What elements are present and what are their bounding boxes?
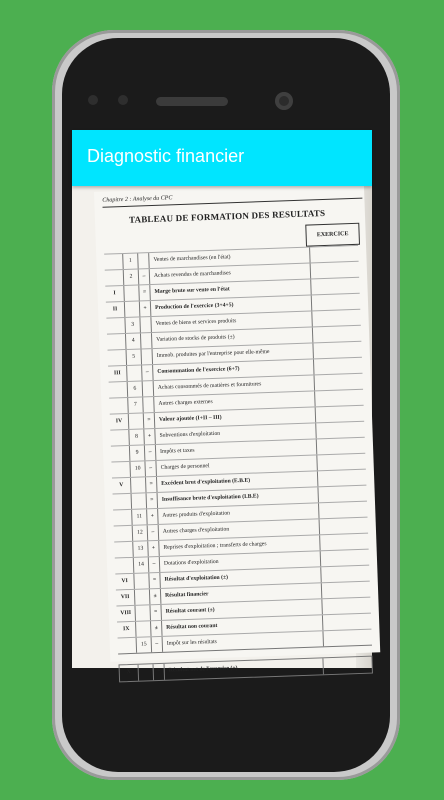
- row-code: [108, 350, 128, 366]
- row-code: [109, 382, 129, 398]
- row-number: 5: [127, 349, 143, 365]
- row-number: [134, 573, 150, 589]
- row-value-cell: [319, 502, 367, 519]
- row-value-cell: [315, 390, 363, 407]
- row-label: Variation de stocks de produits (±): [152, 327, 313, 348]
- row-value-cell: [313, 326, 361, 343]
- row-number: 3: [125, 317, 141, 333]
- row-code: VIII: [116, 606, 136, 622]
- row-number: [139, 664, 155, 681]
- row-label: Résultat net de l'exercice (±): [165, 658, 324, 680]
- row-label: Impôt sur les résultats: [163, 631, 324, 652]
- row-label: Excédent brut d'exploitation (E.B.E): [157, 471, 318, 492]
- row-sign: =: [144, 413, 156, 428]
- row-value-cell: [322, 582, 370, 599]
- row-label: Autres charges externes: [154, 391, 315, 412]
- row-label: Résultat courant (±): [161, 599, 322, 620]
- row-label: Autres produits d'exploitation: [158, 503, 319, 524]
- row-sign: =: [154, 664, 166, 680]
- row-value-cell: [312, 294, 360, 311]
- results-table: [104, 245, 373, 683]
- row-number: 8: [129, 429, 145, 445]
- row-code: I: [105, 286, 125, 302]
- row-sign: =: [147, 493, 159, 508]
- row-value-cell: [318, 486, 366, 503]
- row-label: Ventes de marchandises (en l'état): [149, 247, 310, 268]
- row-number: 9: [130, 445, 146, 461]
- row-value-cell: [321, 550, 369, 567]
- row-sign: =: [149, 573, 161, 588]
- row-value-cell: [311, 278, 359, 295]
- row-sign: –: [142, 365, 154, 380]
- row-sign: [143, 397, 155, 412]
- row-sign: [142, 349, 154, 364]
- row-number: [135, 589, 151, 605]
- row-code: [110, 430, 130, 446]
- row-sign: +: [147, 509, 159, 524]
- row-number: 11: [132, 509, 148, 525]
- row-sign: [138, 253, 150, 268]
- row-value-cell: [320, 534, 368, 551]
- row-sign: =: [139, 285, 151, 300]
- row-value-cell: [313, 342, 361, 359]
- row-sign: –: [139, 269, 151, 284]
- row-sign: +: [140, 301, 152, 316]
- front-camera-icon: [275, 92, 293, 110]
- row-number: [124, 285, 140, 301]
- row-sign: –: [145, 445, 157, 460]
- row-label: Résultat non courant: [162, 615, 323, 636]
- row-label: Résultat d'exploitation (±): [160, 567, 321, 588]
- row-number: [129, 413, 145, 429]
- row-code: [118, 638, 138, 654]
- row-label: Marge brute sur vente en l'état: [150, 279, 311, 300]
- row-label: Immob. produites par l'entreprise pour elle-même: [153, 343, 314, 364]
- row-value-cell: [321, 566, 369, 583]
- row-sign: –: [148, 525, 160, 540]
- table-title: TABLEAU DE FORMATION DES RESULTATS: [128, 207, 326, 225]
- row-code: [115, 558, 135, 574]
- app-screen: [72, 130, 372, 676]
- row-number: 6: [128, 381, 144, 397]
- row-sign: ±: [150, 589, 162, 604]
- row-number: [131, 477, 147, 493]
- row-number: [125, 301, 141, 317]
- row-label: Achats revendus de marchandises: [150, 263, 311, 284]
- proximity-sensor: [88, 95, 98, 105]
- earpiece-speaker: [156, 97, 228, 106]
- row-value-cell: [310, 246, 358, 263]
- row-label: Reprises d'exploitation ; transferts de charges: [159, 535, 320, 556]
- row-value-cell: [320, 518, 368, 535]
- row-code: [111, 462, 131, 478]
- row-label: Valeur ajoutée (I+II – III): [155, 407, 316, 428]
- row-number: 12: [133, 525, 149, 541]
- row-code: [107, 334, 127, 350]
- row-code: [111, 446, 131, 462]
- row-label: Impôts et taxes: [156, 439, 317, 460]
- chapter-header: Chapitre 2 : Analyse du CPC: [102, 195, 173, 204]
- row-code: [106, 318, 126, 334]
- row-code: V: [112, 478, 132, 494]
- row-number: 1: [123, 253, 139, 269]
- row-value-cell: [318, 470, 366, 487]
- row-number: [136, 621, 152, 637]
- row-code: [105, 270, 125, 286]
- row-value-cell: [317, 454, 365, 471]
- row-value-cell: [315, 374, 363, 391]
- row-sign: [141, 333, 153, 348]
- app-title: Diagnostic financier: [87, 146, 245, 166]
- row-number: [135, 605, 151, 621]
- row-label: Résultat financier: [161, 583, 322, 604]
- row-value-cell: [316, 406, 364, 423]
- row-number: 7: [128, 397, 144, 413]
- row-label: Achats consommés de matières et fournitures: [154, 375, 315, 396]
- row-code: VI: [115, 574, 135, 590]
- row-number: [132, 493, 148, 509]
- row-code: X: [120, 665, 140, 682]
- document-photo[interactable]: [72, 186, 372, 676]
- row-number: 14: [134, 557, 150, 573]
- row-label: Production de l'exercice (3+4+5): [151, 295, 312, 316]
- row-number: 4: [126, 333, 142, 349]
- exercise-column-header: EXERCICE: [305, 223, 360, 247]
- row-value-cell: [323, 657, 372, 675]
- row-sign: ±: [151, 621, 163, 636]
- row-sign: [143, 381, 155, 396]
- row-number: [127, 365, 143, 381]
- row-sign: =: [146, 477, 158, 492]
- row-value-cell: [323, 630, 371, 647]
- row-sign: –: [149, 557, 161, 572]
- row-label: Insuffisance brute d'exploitation (I.B.E): [158, 487, 319, 508]
- row-code: [109, 398, 129, 414]
- row-label: Ventes de biens et services produits: [151, 311, 312, 332]
- row-number: 13: [133, 541, 149, 557]
- row-label: Charges de personnel: [156, 455, 317, 476]
- row-sign: +: [148, 541, 160, 556]
- row-value-cell: [314, 358, 362, 375]
- row-code: [113, 494, 133, 510]
- app-bar: [72, 130, 372, 186]
- row-value-cell: [317, 438, 365, 455]
- row-code: II: [106, 302, 126, 318]
- document-page: [94, 183, 380, 676]
- row-code: III: [108, 366, 128, 382]
- row-label: Subventions d'exploitation: [155, 423, 316, 444]
- row-sign: +: [144, 429, 156, 444]
- row-label: Consommation de l'exercice (6+7): [153, 359, 314, 380]
- row-code: [113, 510, 133, 526]
- row-value-cell: [323, 614, 371, 631]
- row-value-cell: [322, 598, 370, 615]
- row-code: [104, 254, 124, 270]
- row-sign: [140, 317, 152, 332]
- row-code: VII: [116, 590, 136, 606]
- row-label: Dotations d'exploitation: [160, 551, 321, 572]
- row-code: [114, 526, 134, 542]
- row-label: Autres charges d'exploitation: [159, 519, 320, 540]
- row-number: 10: [130, 461, 146, 477]
- row-sign: –: [152, 637, 164, 652]
- row-sign: –: [145, 461, 157, 476]
- row-code: IX: [117, 622, 137, 638]
- row-code: [114, 542, 134, 558]
- row-value-cell: [311, 262, 359, 279]
- row-value-cell: [316, 422, 364, 439]
- row-number: 2: [124, 269, 140, 285]
- light-sensor: [118, 95, 128, 105]
- row-value-cell: [312, 310, 360, 327]
- row-number: 15: [137, 637, 153, 653]
- row-code: IV: [110, 414, 130, 430]
- row-sign: =: [150, 605, 162, 620]
